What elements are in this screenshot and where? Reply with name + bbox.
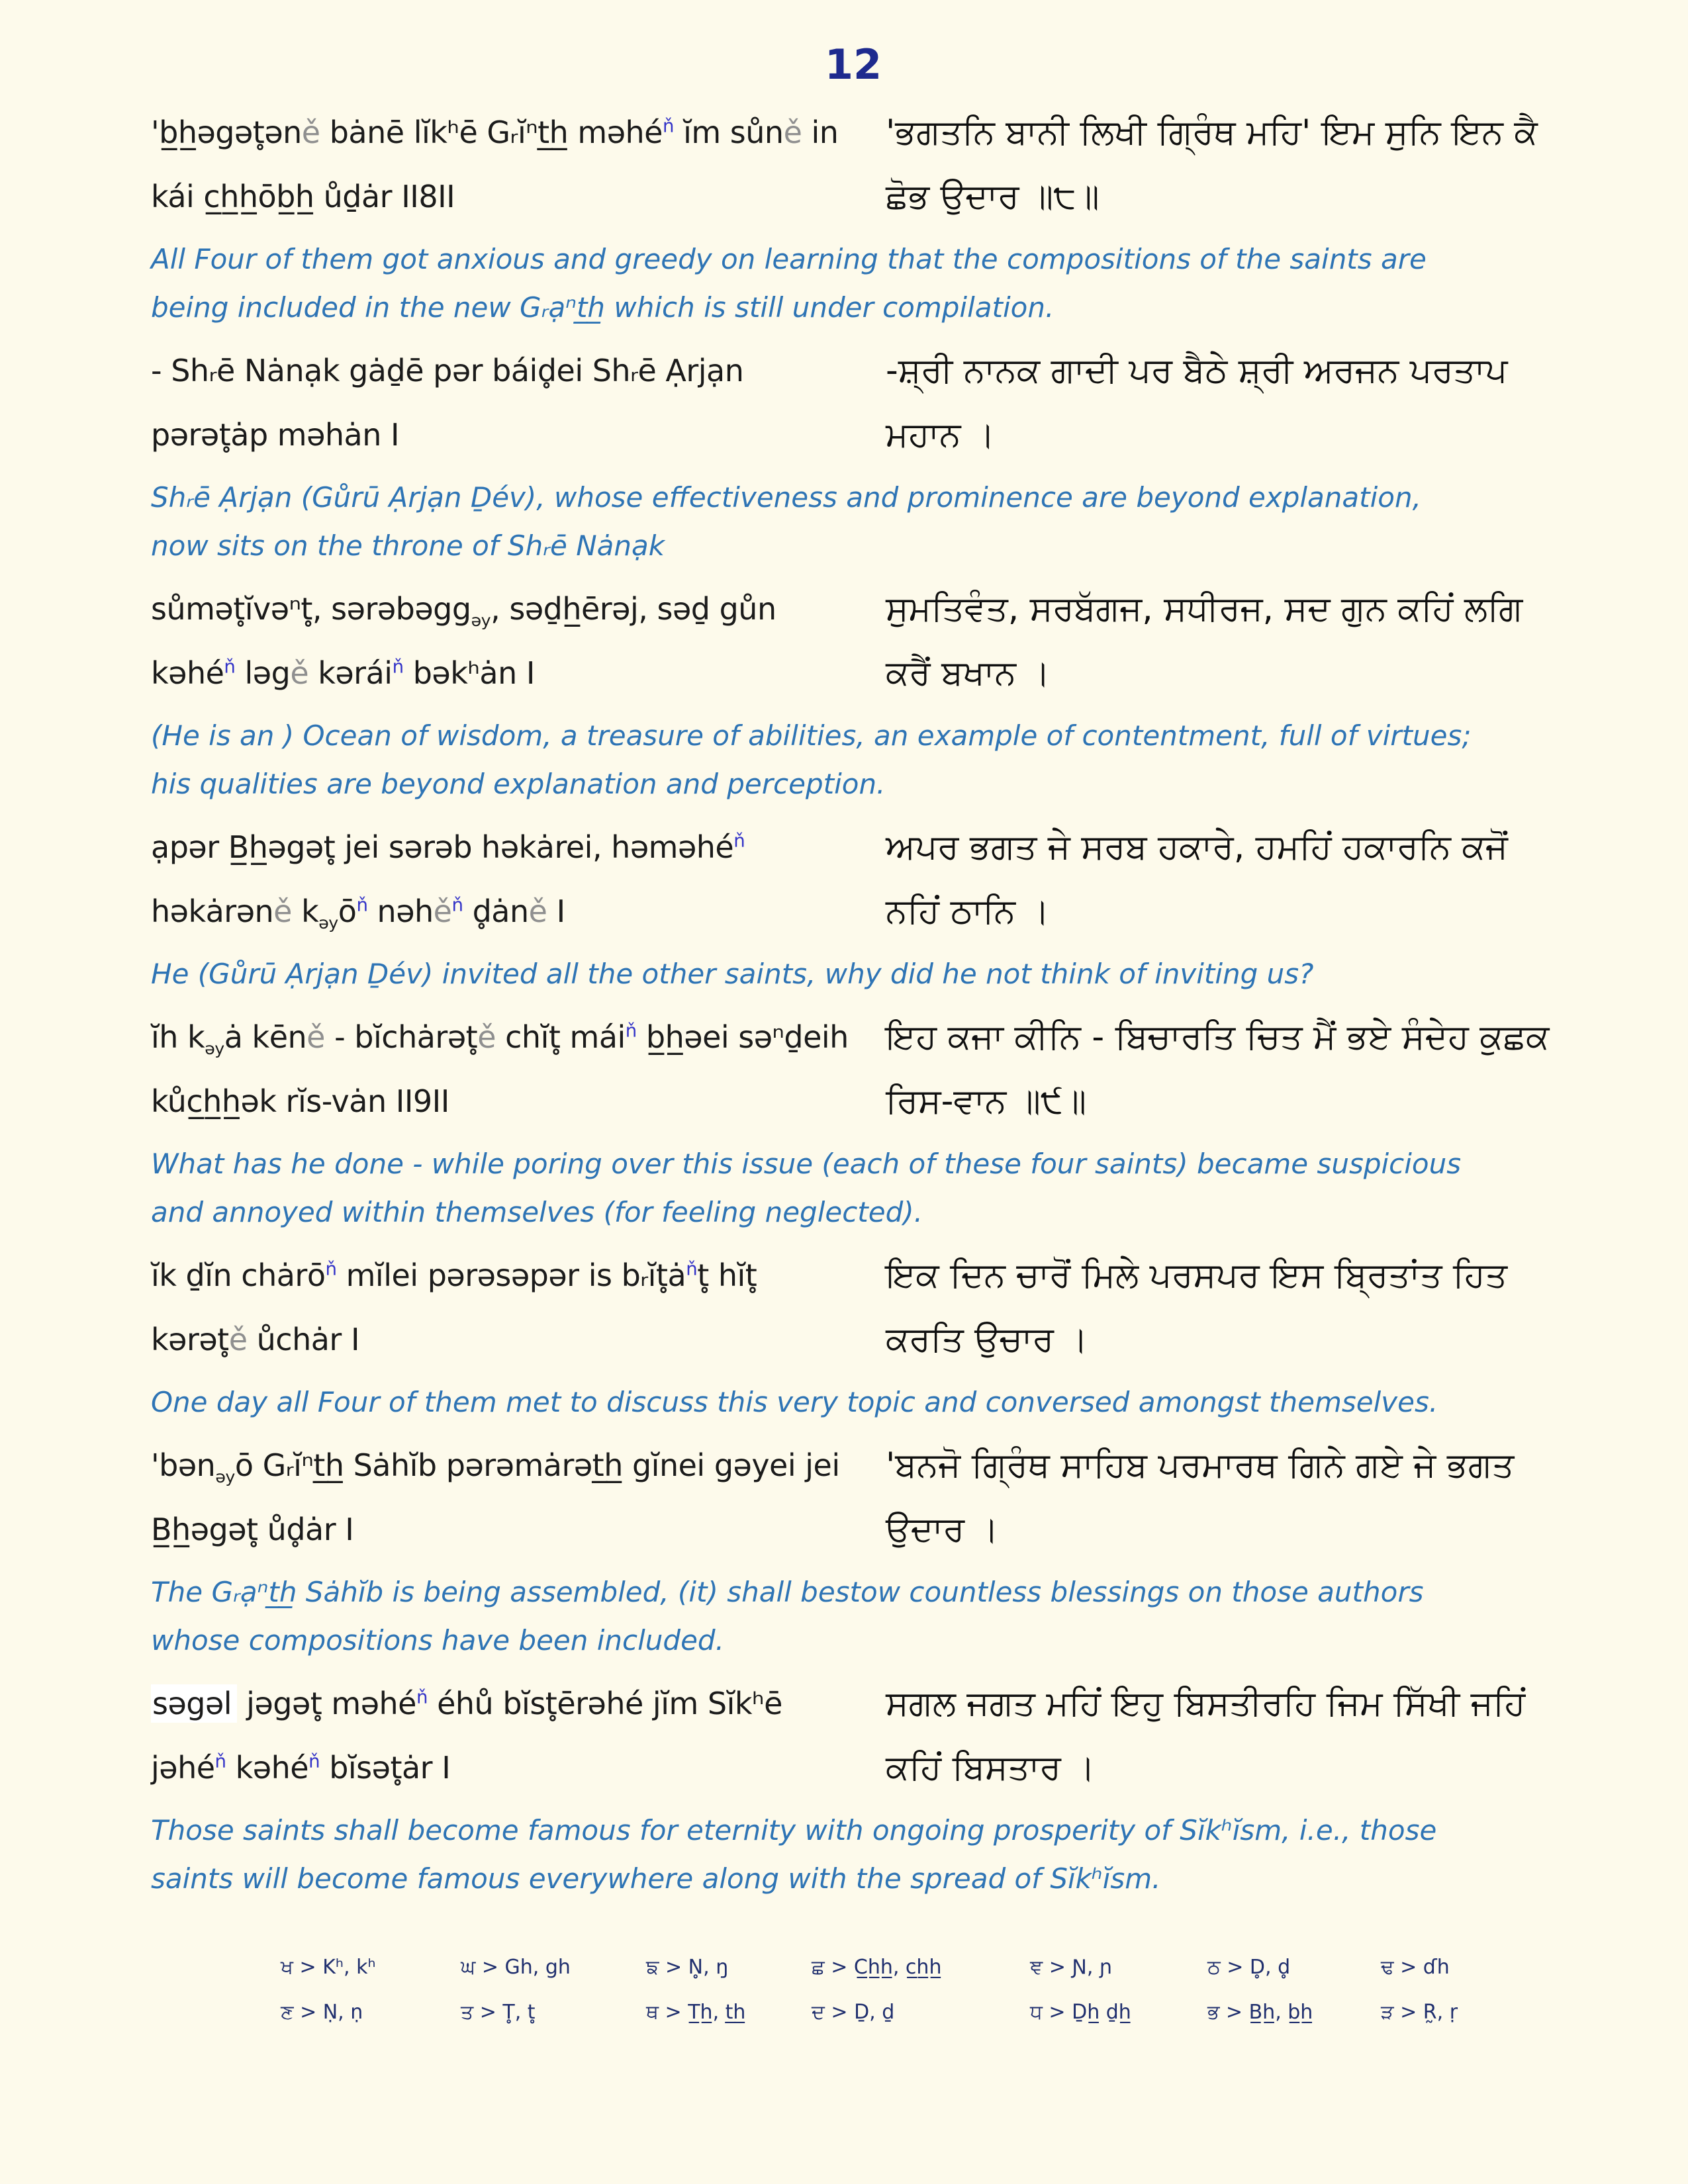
- gurmukhi-text: ਸੁਮਤਿਵੰਤ, ਸਰਬੱਗਜ, ਸਧੀਰਜ, ਸਦ ਗੁਨ ਕਹਿਂ ਲਗਿ ਕਰੈਂ ਬਖਾਨ ।: [886, 589, 1523, 693]
- couplet-row: [151, 339, 1556, 467]
- transliteration-text: ĭh $k_{əy}ȧ$ kēně - bĭchȧrət̥ě chĭt̥ mái$^ň$ b̲h̲əei səⁿḏeih kůc̲h̲h̲ək rĭs-vȧn II9II: [151, 1019, 849, 1119]
- couplet-row: [151, 815, 1556, 944]
- verse-block: [151, 339, 1556, 570]
- gurmukhi-text: -ਸ਼੍ਰੀ ਨਾਨਕ ਗਾਦੀ ਪਰ ਬੈਠੇ ਸ਼੍ਰੀ ਅਰਜਨ ਪਰਤਾਪ ਮਹਾਨ ।: [886, 351, 1508, 455]
- legend-entry: ਣ > Ṇ, ṇ: [281, 2001, 363, 2024]
- transliteration-text: səgəl jəgət̥ məhé$^ň$ éhů bĭst̥ērəhé jĭm Sĭkʰē jəhé$^ň$ kəhé$^ň$ bĭsət̥ȧr I: [151, 1686, 782, 1786]
- couplet-row: [151, 1244, 1556, 1372]
- verse-block: [151, 1433, 1556, 1664]
- legend-entry: ਭ > B̲h̲, b̲h̲: [1207, 2001, 1313, 2024]
- translation-text: Those saints shall become famous for eternity with ongoing prosperity of Sĭkʰĭsm, i.e., those saints will become famous everywhere along with the spread of Sĭkʰĭsm.: [151, 1814, 1437, 1895]
- translation-text: One day all Four of them met to discuss this very topic and conversed amongst themselves.: [151, 1386, 1438, 1418]
- translation-text: He (Gůrū Ạrjạn Ḏév) invited all the other saints, why did he not think of inviting us?: [151, 958, 1314, 990]
- verse-block: [151, 577, 1556, 808]
- legend-entry: ਘ > Gh, gh: [461, 1956, 571, 1979]
- translation-text: The Gᵣạⁿt̲h̲ Sȧhĭb is being assembled, (it) shall bestow countless blessings on those authors whose compositions have been included.: [151, 1576, 1424, 1657]
- legend-entry: ਦ > Ḏ, ḏ: [812, 2001, 895, 2024]
- legend-entry: ਞ > Ɲ, ɲ: [1030, 1956, 1113, 1979]
- legend-entry: ਥ > T̲h̲, t̲h̲: [646, 2001, 746, 2024]
- phonetic-legend: [151, 1945, 1556, 2035]
- couplet-row: [151, 1005, 1556, 1134]
- transliteration-text: ĭk ḏĭn chȧrō$^ň$ mĭlei pərəsəpər is $bᵣĭt̥ȧ^ňt̥$ hĭt̥ kərət̥ě ůchȧr I: [151, 1257, 757, 1357]
- legend-row: [281, 1945, 1556, 1990]
- gurmukhi-text: ਸਗਲ ਜਗਤ ਮਹਿਂ ਇਹੁ ਬਿਸਤੀਰਹਿ ਜਿਮ ਸਿੱਖੀ ਜਹਿਂ ਕਹਿਂ ਬਿਸਤਾਰ ।: [886, 1684, 1526, 1788]
- transliteration-text: 'bən$_{əy}$ō Gᵣĭⁿt̲h̲ Sȧhĭb pərəmȧrət̲h̲ gĭnei gəyei jei B̲h̲əgət̥ ůd̥ȧr I: [151, 1447, 840, 1547]
- legend-entry: ਧ > Ḏh̲ ḏh̲: [1030, 2001, 1131, 2024]
- transliteration-text: 'b̲h̲əgət̥əně bȧnē lĭkʰē Gᵣĭⁿt̲h̲ məhé$^ň$ ĭm sůně in kái c̲h̲h̲ōb̲h̲ ůḏȧr II8II: [151, 114, 839, 214]
- page-number: 12: [824, 40, 882, 89]
- transliteration-text: sůmət̥ĭvəⁿt̥, sərəbəgg$_{əy}$, səḏh̲ērəj, səḏ gůn kəhé$^ň$ ləgě kərái$^ň$ bəkʰȧn I: [151, 591, 776, 691]
- legend-row: [281, 1990, 1556, 2035]
- gurmukhi-text: ਇਹ ਕਜਾ ਕੀਨਿ - ਬਿਚਾਰਤਿ ਚਿਤ ਮੈਂ ਭਏ ਸੰਦੇਹ ਕੁਛਕ ਰਿਸ-ਵਾਨ ॥੯॥: [886, 1017, 1550, 1121]
- verse-block: [151, 815, 1556, 998]
- legend-entry: ਠ > D̥, d̥: [1207, 1956, 1291, 1979]
- gurmukhi-text: ਅਪਰ ਭਗਤ ਜੇ ਸਰਬ ਹਕਾਰੇ, ਹਮਹਿਂ ਹਕਾਰਨਿ ਕਜੋਂ ਨਹਿਂ ਠਾਨਿ ।: [886, 827, 1508, 931]
- couplet-row: [151, 101, 1556, 229]
- verse-block: [151, 101, 1556, 332]
- translation-text: (He is an ) Ocean of wisdom, a treasure of abilities, an example of contentment, full of virtues; his qualities are beyond explanation and perception.: [151, 719, 1472, 800]
- couplet-row: [151, 1672, 1556, 1800]
- verse-block: [151, 1244, 1556, 1426]
- legend-entry: ਛ > C̲h̲h̲, c̲h̲h̲: [812, 1956, 942, 1979]
- legend-entry: ਖ > Kʰ, kʰ: [281, 1956, 376, 1979]
- legend-entry: ਢ > ɗh: [1381, 1956, 1450, 1979]
- translation-text: All Four of them got anxious and greedy on learning that the compositions of the saints are being included in the new Gᵣạⁿt̲h̲ which is still under compilation.: [151, 243, 1427, 324]
- translation-text: What has he done - while poring over this issue (each of these four saints) became suspicious and annoyed within themselves (for feeling neglected).: [151, 1148, 1462, 1228]
- transliteration-text: ạpər B̲h̲əgət̥ jei sərəb həkȧrei, həməhé$^ň$ həkȧrəně $k_{əy}ō^ň$ nəhě$^ň$ d̥ȧně I: [151, 829, 745, 933]
- translation-text: Shᵣē Ạrjạn (Gůrū Ạrjạn Ḏév), whose effectiveness and prominence are beyond explanation, now sits on the throne of Shᵣē Nȧnạk: [151, 481, 1421, 562]
- couplet-row: [151, 577, 1556, 705]
- gurmukhi-text: 'ਭਗਤਨਿ ਬਾਨੀ ਲਿਖੀ ਗ੍ਰਿੰਥ ਮਹਿ' ਇਮ ਸੁਨਿ ਇਨ ਕੈ ਛੋਭ ਉਦਾਰ ॥੮॥: [886, 113, 1538, 216]
- gurmukhi-text: ਇਕ ਦਿਨ ਚਾਰੋਂ ਮਿਲੇ ਪਰਸਪਰ ਇਸ ਬ੍ਰਿਤਾਂਤ ਹਿਤ ਕਰਤਿ ਉਚਾਰ ।: [886, 1255, 1507, 1359]
- legend-entry: ੜ > R̰, ṛ: [1381, 2001, 1458, 2024]
- transliteration-text: - Shᵣē Nȧnạk gȧḏē pər báid̥ei Shᵣē Ạrjạn pərət̥ȧp məhȧn I: [151, 353, 744, 453]
- gurmukhi-text: 'ਬਨਜੋ ਗ੍ਰਿੰਥ ਸਾਹਿਬ ਪਰਮਾਰਥ ਗਿਨੇ ਗਏ ਜੇ ਭਗਤ ਉਦਾਰ ।: [886, 1445, 1515, 1549]
- verse-block: [151, 1005, 1556, 1236]
- couplet-row: [151, 1433, 1556, 1562]
- legend-entry: ਤ > T̥, t̥: [461, 2001, 536, 2024]
- verse-block: [151, 1672, 1556, 1903]
- legend-entry: ਙ > N̥, ŋ: [646, 1956, 729, 1979]
